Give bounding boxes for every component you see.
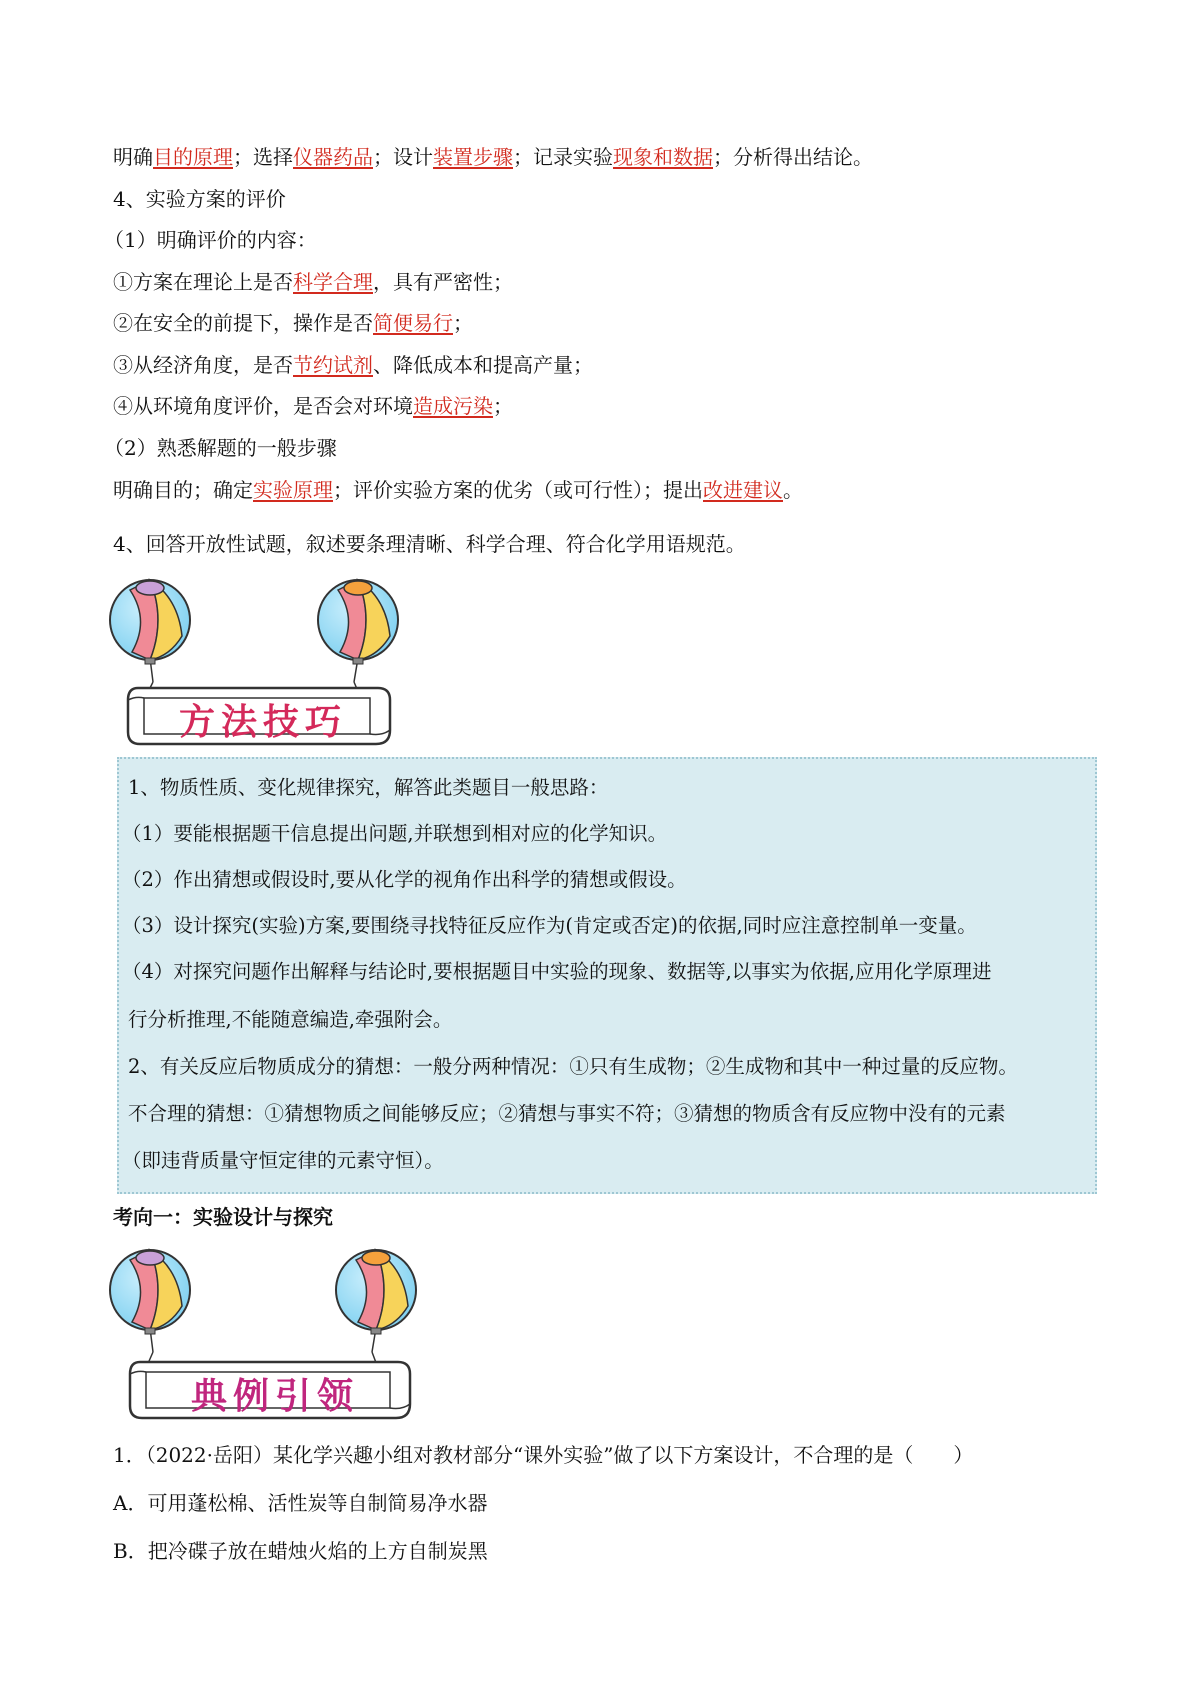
text-run: ； bbox=[453, 311, 473, 335]
highlight-term: 简便易行 bbox=[373, 311, 453, 335]
tip-line-4: （3）设计探究(实验)方案,要围绕寻找特征反应作为(肯定或否定)的依据,同时应注意控制单一变量。 bbox=[122, 914, 977, 937]
method-tips-banner bbox=[108, 578, 428, 748]
tip-line-8: 不合理的猜想：①猜想物质之间能够反应；②猜想与事实不符；③猜想的物质含有反应物中没有的元素 bbox=[128, 1102, 1006, 1125]
highlight-term: 装置步骤 bbox=[433, 145, 513, 169]
text-run: ③从经济角度，是否 bbox=[113, 353, 293, 377]
question-stem: 1．（2022·岳阳）某化学兴趣小组对教材部分“课外实验”做了以下方案设计，不合理的是（ ） bbox=[113, 1443, 974, 1467]
tip-line-2: （1）要能根据题干信息提出问题,并联想到相对应的化学知识。 bbox=[122, 822, 668, 845]
evaluation-sub1: （1）明确评价的内容： bbox=[104, 228, 317, 252]
highlight-term: 改进建议 bbox=[703, 478, 783, 502]
highlight-term: 仪器药品 bbox=[293, 145, 373, 169]
evaluation-item-4 bbox=[113, 392, 513, 420]
direction-title: 考向一：实验设计与探究 bbox=[113, 1205, 333, 1229]
highlight-term: 现象和数据 bbox=[613, 145, 713, 169]
evaluation-item-2 bbox=[113, 309, 473, 337]
tip-line-5: （4）对探究问题作出解释与结论时,要根据题目中实验的现象、数据等,以事实为依据,应用化学原理进 bbox=[122, 960, 992, 983]
tip-line-9: （即违背质量守恒定律的元素守恒）。 bbox=[122, 1149, 444, 1172]
highlight-term: 科学合理 bbox=[293, 270, 373, 294]
balloon-right-icon bbox=[318, 580, 398, 696]
evaluation-item-1 bbox=[113, 268, 513, 296]
tip-line-3: （2）作出猜想或假设时,要从化学的视角作出科学的猜想或假设。 bbox=[122, 868, 687, 891]
evaluation-item-3 bbox=[113, 351, 593, 379]
steps-line bbox=[113, 143, 873, 171]
text-run: ；设计 bbox=[373, 145, 433, 169]
balloon-right-icon-2 bbox=[336, 1250, 416, 1368]
option-b: B．把冷碟子放在蜡烛火焰的上方自制炭黑 bbox=[113, 1539, 488, 1563]
text-run: ，具有严密性； bbox=[373, 270, 513, 294]
example-banner bbox=[108, 1248, 438, 1423]
tip-line-7: 2、有关反应后物质成分的猜想：一般分两种情况：①只有生成物；②生成物和其中一种过量的反应物。 bbox=[128, 1055, 1018, 1078]
evaluation-sub2: （2）熟悉解题的一般步骤 bbox=[104, 436, 337, 460]
text-run: ①方案在理论上是否 bbox=[113, 270, 293, 294]
tip-line-1: 1、物质性质、变化规律探究，解答此类题目一般思路： bbox=[128, 776, 609, 799]
text-run: ②在安全的前提下，操作是否 bbox=[113, 311, 373, 335]
text-run: 、降低成本和提高产量； bbox=[373, 353, 593, 377]
text-run: ；选择 bbox=[233, 145, 293, 169]
text-run: ；评价实验方案的优劣（或可行性）；提出 bbox=[333, 478, 703, 502]
evaluation-steps bbox=[113, 476, 803, 504]
open-question-tip: 4、回答开放性试题，叙述要条理清晰、科学合理、符合化学用语规范。 bbox=[113, 532, 746, 556]
text-run: 明确目的；确定 bbox=[113, 478, 253, 502]
example-title: 典例引领 bbox=[190, 1375, 359, 1417]
balloon-left-icon bbox=[110, 580, 190, 696]
evaluation-heading: 4、实验方案的评价 bbox=[113, 187, 286, 211]
highlight-term: 节约试剂 bbox=[293, 353, 373, 377]
text-run: ； bbox=[493, 394, 513, 418]
balloon-left-icon-2 bbox=[110, 1250, 190, 1368]
highlight-term: 造成污染 bbox=[413, 394, 493, 418]
method-tips-title: 方法技巧 bbox=[178, 701, 347, 743]
highlight-term: 目的原理 bbox=[153, 145, 233, 169]
text-run: ④从环境角度评价，是否会对环境 bbox=[113, 394, 413, 418]
text-run: 明确 bbox=[113, 145, 153, 169]
option-a: A．可用蓬松棉、活性炭等自制简易净水器 bbox=[113, 1491, 488, 1515]
text-run: ；记录实验 bbox=[513, 145, 613, 169]
text-run: 。 bbox=[783, 478, 803, 502]
text-run: ；分析得出结论。 bbox=[713, 145, 873, 169]
highlight-term: 实验原理 bbox=[253, 478, 333, 502]
tip-line-6: 行分析推理,不能随意编造,牵强附会。 bbox=[128, 1008, 453, 1031]
